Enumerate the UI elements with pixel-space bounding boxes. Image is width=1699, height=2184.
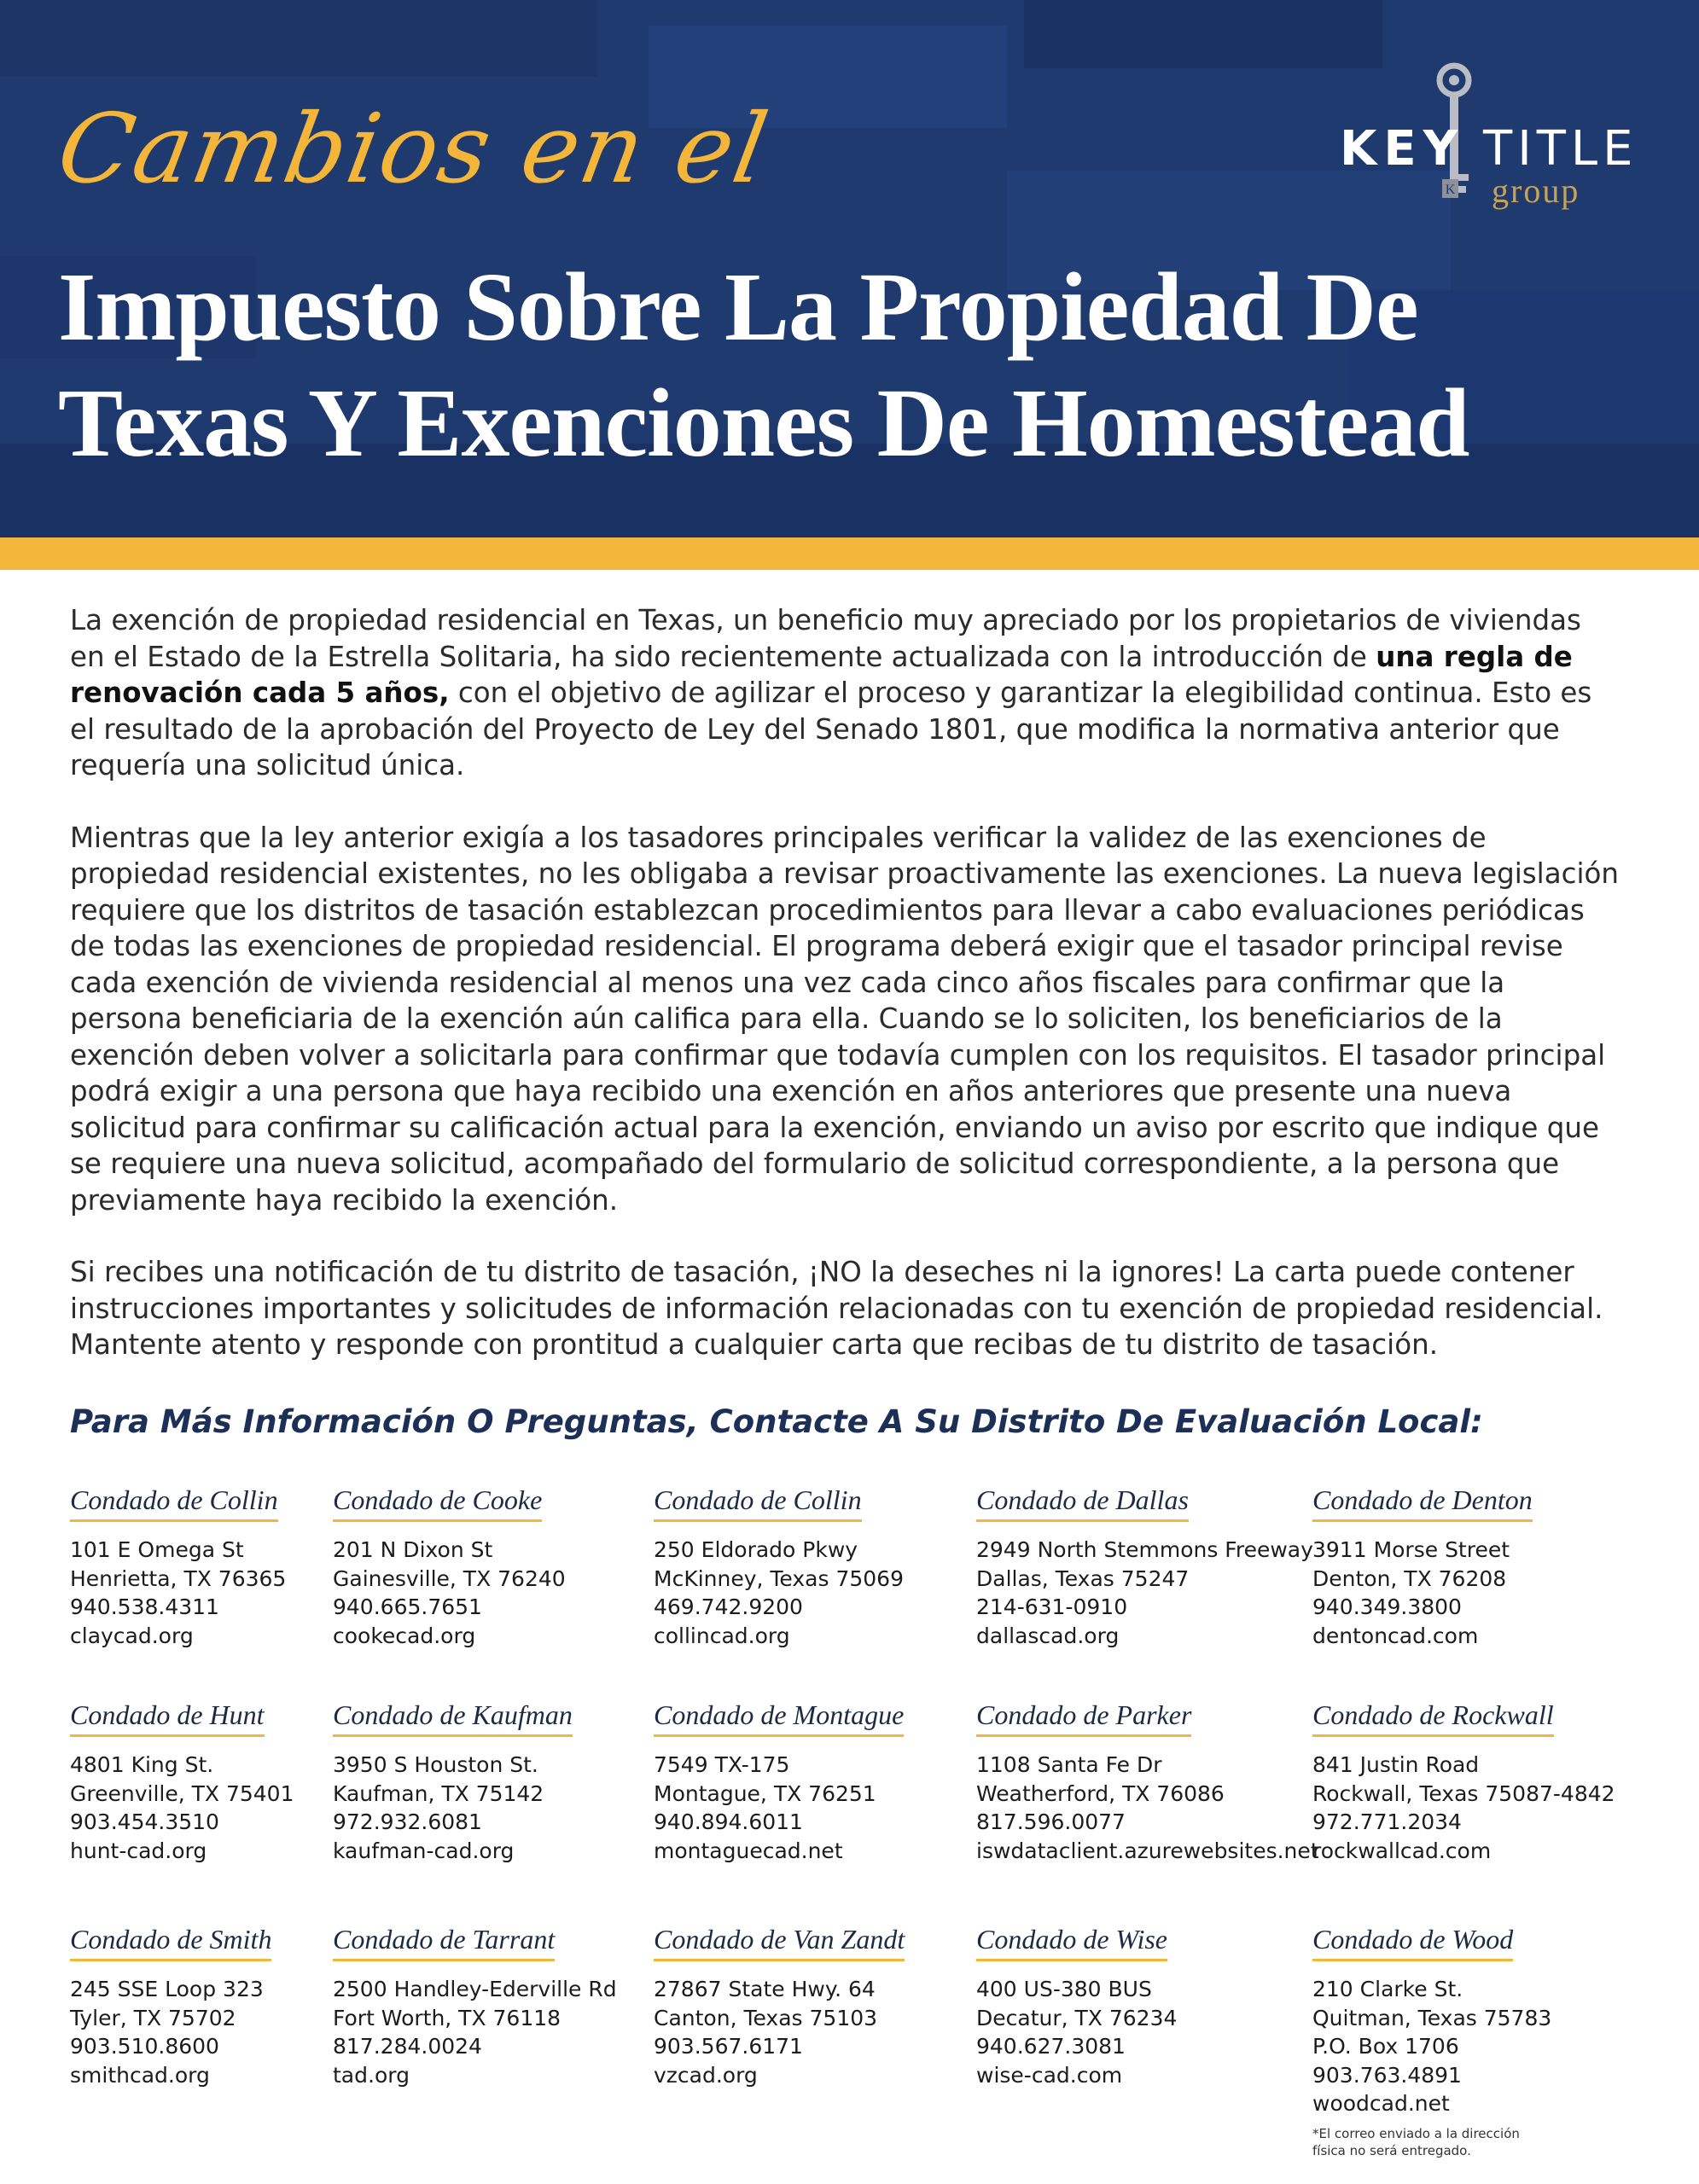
county-phone: 972.932.6081: [333, 1809, 482, 1834]
contact-heading: Para Más Información O Preguntas, Contacte A Su Distrito De Evaluación Local:: [70, 1403, 1483, 1440]
county-card: [976, 1699, 1319, 1865]
county-website: dentoncad.com: [1312, 1623, 1479, 1648]
county-phone: 972.771.2034: [1312, 1809, 1462, 1834]
header-banner: [0, 0, 1699, 537]
county-card: [70, 1484, 286, 1650]
county-card: [333, 1484, 566, 1650]
county-phone: 940.349.3800: [1312, 1594, 1462, 1619]
county-city: Greenville, TX 75401: [70, 1780, 294, 1806]
county-website: montaguecad.net: [654, 1838, 843, 1863]
county-card: [333, 1699, 573, 1865]
logo-title-text: TITLE: [1483, 121, 1638, 177]
county-phone: 214-631-0910: [976, 1594, 1128, 1619]
county-phone: 940.894.6011: [654, 1809, 803, 1834]
county-name: Condado de Cooke: [333, 1484, 542, 1522]
county-address: 3911 Morse Street: [1312, 1537, 1510, 1562]
county-card: [70, 1924, 271, 2089]
county-website: smithcad.org: [70, 2062, 210, 2088]
county-city: Montague, TX 76251: [654, 1780, 876, 1806]
county-name: Condado de Kaufman: [333, 1699, 573, 1737]
county-po-box: P.O. Box 1706: [1312, 2034, 1459, 2059]
county-card: [654, 1699, 904, 1865]
county-card: [654, 1924, 905, 2089]
county-phone: 469.742.9200: [654, 1594, 803, 1619]
county-website: vzcad.org: [654, 2062, 758, 2088]
county-name: Condado de Smith: [70, 1924, 271, 1961]
paragraph-1-highlight: una regla de renovación cada 5 años,: [70, 640, 1573, 709]
banner-pattern-block: [1024, 0, 1382, 68]
paragraph-1: [70, 602, 1623, 784]
logo-key-text: KEY: [1340, 121, 1465, 177]
county-website: hunt-cad.org: [70, 1838, 207, 1863]
county-phone: 903.567.6171: [654, 2034, 803, 2059]
script-title: Cambios en el: [49, 94, 777, 205]
county-name: Condado de Collin: [654, 1484, 862, 1522]
county-website: collincad.org: [654, 1623, 790, 1648]
county-city: Fort Worth, TX 76118: [333, 2005, 561, 2030]
county-address: 201 N Dixon St: [333, 1537, 493, 1562]
county-name: Condado de Tarrant: [333, 1924, 555, 1961]
county-city: Kaufman, TX 75142: [333, 1780, 544, 1806]
paragraph-2: Mientras que la ley anterior exigía a los tasadores principales verificar la validez de las exenciones de propiedad residencial existentes, no les obligaba a revisar proactivamente las exenciones. La nueva legislación requiere que los distritos de tasación establezcan procedimientos para llevar a cabo evaluaciones periódicas de todas las exenciones de propiedad residencial. El programa deberá exigir que el tasador principal revise cada exención de vivienda residencial al menos una vez cada cinco años fiscales para confirmar que la persona beneficiaria de la exención aún califica para ella. Cuando se lo soliciten, los beneficiarios de la exención deben volver a solicitarla para confirmar que todavía cumplen con los requisitos. El tasador principal podrá exigir a una persona que haya recibido una exención en años anteriores que presente una nueva solicitud para confirmar su calificación actual para la exención, enviando un aviso por escrito que indique que se requiere una nueva solicitud, acompañado del formulario de solicitud correspondiente, a la persona que previamente haya recibido la exención.: [70, 821, 1619, 1217]
page-title-line1: Impuesto Sobre La Propiedad De: [58, 253, 1418, 361]
county-name: Condado de Van Zandt: [654, 1924, 905, 1961]
county-city: Gainesville, TX 76240: [333, 1565, 566, 1591]
county-phone: 940.538.4311: [70, 1594, 219, 1619]
county-city: Weatherford, TX 76086: [976, 1780, 1225, 1806]
county-city: Denton, TX 76208: [1312, 1565, 1507, 1591]
county-name: Condado de Hunt: [70, 1699, 265, 1737]
county-card: [1312, 1924, 1551, 2159]
county-address: 101 E Omega St: [70, 1537, 244, 1562]
county-card: [1312, 1484, 1533, 1650]
county-address: 250 Eldorado Pkwy: [654, 1537, 858, 1562]
county-website: dallascad.org: [976, 1623, 1120, 1648]
county-city: McKinney, Texas 75069: [654, 1565, 904, 1591]
county-card: [333, 1924, 617, 2089]
county-website: kaufman-cad.org: [333, 1838, 515, 1863]
county-name: Condado de Dallas: [976, 1484, 1189, 1522]
banner-pattern-block: [0, 0, 597, 77]
county-website: tad.org: [333, 2062, 410, 2088]
county-card: [1312, 1699, 1615, 1865]
county-website: cookecad.org: [333, 1623, 476, 1648]
county-name: Condado de Collin: [70, 1484, 278, 1522]
logo-emblem-letter: K: [1445, 183, 1456, 197]
county-card: [654, 1484, 904, 1650]
county-city: Rockwall, Texas 75087-4842: [1312, 1780, 1615, 1806]
county-website: iswdataclient.azurewebsites.net: [976, 1838, 1319, 1863]
county-footnote: *El correo enviado a la dirección física no será entregado.: [1312, 2125, 1520, 2158]
county-phone: 903.454.3510: [70, 1809, 219, 1834]
county-address: 400 US-380 BUS: [976, 1977, 1152, 2001]
county-phone: 817.284.0024: [333, 2034, 482, 2059]
county-website: woodcad.net: [1312, 2091, 1450, 2116]
county-name: Condado de Rockwall: [1312, 1699, 1554, 1737]
county-card: [976, 1484, 1313, 1650]
county-card: [70, 1699, 294, 1865]
county-address: 27867 State Hwy. 64: [654, 1977, 876, 2001]
gold-divider-bar: [0, 537, 1699, 570]
county-address: 841 Justin Road: [1312, 1752, 1480, 1777]
county-website: wise-cad.com: [976, 2062, 1123, 2088]
keytitle-logo: [1340, 61, 1638, 215]
page-title: [58, 249, 1560, 481]
county-city: Quitman, Texas 75783: [1312, 2005, 1552, 2030]
county-address: 2949 North Stemmons Freeway: [976, 1537, 1313, 1562]
county-card: [976, 1924, 1177, 2089]
logo-group-text: group: [1492, 171, 1580, 210]
county-name: Condado de Denton: [1312, 1484, 1533, 1522]
county-city: Dallas, Texas 75247: [976, 1565, 1190, 1591]
page-title-line2: Texas Y Exenciones De Homestead: [58, 369, 1469, 477]
county-name: Condado de Wise: [976, 1924, 1167, 1961]
county-address: 3950 S Houston St.: [333, 1752, 538, 1777]
county-address: 245 SSE Loop 323: [70, 1977, 264, 2001]
county-address: 2500 Handley-Ederville Rd: [333, 1977, 617, 2001]
county-city: Henrietta, TX 76365: [70, 1565, 287, 1591]
county-phone: 940.665.7651: [333, 1594, 482, 1619]
county-name: Condado de Parker: [976, 1699, 1191, 1737]
paragraph-1-text: La exención de propiedad residencial en Texas, un beneficio muy apreciado por los propietarios de viviendas en el Estado de la Estrella Solitaria, ha sido recientemente actualizada con la introducción de: [70, 604, 1581, 673]
county-address: 210 Clarke St.: [1312, 1977, 1463, 2001]
article-body: [70, 602, 1623, 1399]
county-address: 7549 TX-175: [654, 1752, 790, 1777]
county-name: Condado de Montague: [654, 1699, 904, 1737]
county-city: Canton, Texas 75103: [654, 2005, 878, 2030]
county-address: 1108 Santa Fe Dr: [976, 1752, 1162, 1777]
county-website: claycad.org: [70, 1623, 194, 1648]
paragraph-1-text-end: con el objetivo de agilizar el proceso y garantizar la elegibilidad continua. Esto es el resultado de la aprobación del Proyecto de Ley del Senado 1801, que modifica la normativa anterior que requería una solicitud única.: [70, 677, 1592, 781]
county-city: Tyler, TX 75702: [70, 2005, 236, 2030]
county-phone: 940.627.3081: [976, 2034, 1126, 2059]
county-phone: 817.596.0077: [976, 1809, 1126, 1834]
county-website: rockwallcad.com: [1312, 1838, 1492, 1863]
paragraph-3: Si recibes una notificación de tu distrito de tasación, ¡NO la deseches ni la ignores! La carta puede contener instrucciones importantes y solicitudes de información relacionadas con tu exención de propiedad residencial. Mantente atento y responde con prontitud a cualquier carta que recibas de tu distrito de tasación.: [70, 1256, 1603, 1361]
county-city: Decatur, TX 76234: [976, 2005, 1178, 2030]
county-address: 4801 King St.: [70, 1752, 214, 1777]
county-phone: 903.763.4891: [1312, 2062, 1462, 2088]
county-phone: 903.510.8600: [70, 2034, 219, 2059]
county-name: Condado de Wood: [1312, 1924, 1513, 1961]
